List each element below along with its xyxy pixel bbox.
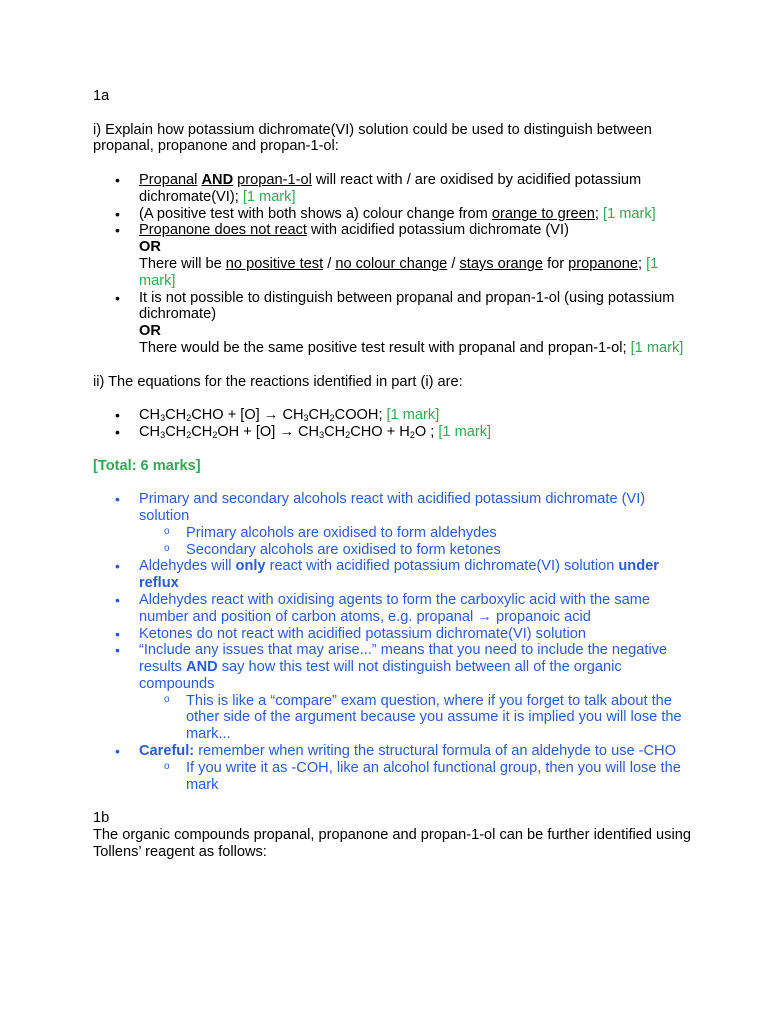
q1b-heading: 1b xyxy=(93,810,110,827)
note-2: • Aldehydes will only react with acidified potassium dichromate(VI) solution under reflux xyxy=(93,558,693,592)
note-1b: o Secondary alcohols are oxidised to form ketones xyxy=(93,542,693,559)
equation-2: • $CH_3CH_2CH_2OH + [O] \to CH_3CH_2CHO + H_2O$ ; [1 mark] xyxy=(93,424,693,441)
mark-label: [1 mark] xyxy=(242,188,296,205)
part-ii-prompt: ii) The equations for the reactions identified in part (i) are: xyxy=(93,373,463,390)
mark-label: [1 mark] xyxy=(603,205,656,222)
total-marks: [Total: 6 marks] xyxy=(93,457,201,474)
answer-point-2: • (A positive test with both shows a) colour change from orange to green; [1 mark] xyxy=(93,206,693,223)
q1b-text: The organic compounds propanal, propanone and propan-1-ol can be further identified using Tollens’ reagent as follows: xyxy=(93,827,691,860)
answer-point-3: • Propanone does not react with acidified potassium dichromate (VI) OR There will be no positive test / no colour change / stays orange for propanone; [1 mark] xyxy=(93,222,693,289)
equation-list xyxy=(93,407,693,441)
q1a-heading: 1a xyxy=(93,88,110,104)
part-i-prompt: i) Explain how potassium dichromate(VI) solution could be used to distinguish between propanal, propanone and propan-1-ol: xyxy=(93,121,652,155)
note-6: • Careful: remember when writing the structural formula of an aldehyde to use -CHO xyxy=(93,743,693,760)
note-1: • Primary and secondary alcohols react with acidified potassium dichromate (VI) solution xyxy=(93,491,693,525)
note-4: • Ketones do not react with acidified potassium dichromate(VI) solution xyxy=(93,626,693,643)
answer-point-1: • Propanal AND propan-1-ol will react with / are oxidised by acidified potassium dichromate(VI); [1 mark] xyxy=(93,172,693,206)
document-page xyxy=(93,88,693,861)
mark-label: [1 mark] xyxy=(139,255,659,289)
examiner-notes xyxy=(93,491,693,793)
note-6a: o If you write it as -COH, like an alcohol functional group, then you will lose the mark xyxy=(93,760,693,794)
mark-label: [1 mark] xyxy=(386,407,440,424)
mark-label: [1 mark] xyxy=(438,423,492,440)
note-5a: o This is like a “compare” exam question, where if you forget to talk about the other side of the argument because you assume it is implied you will lose the mark... xyxy=(93,693,693,743)
answer-point-4: • It is not possible to distinguish between propanal and propan-1-ol (using potassium dichromate) OR There would be the same positive test result with propanal and propan-1-ol; [1 mark] xyxy=(93,290,693,357)
mark-label: [1 mark] xyxy=(630,339,684,356)
note-3: • Aldehydes react with oxidising agents to form the carboxylic acid with the same number and position of carbon atoms, e.g. propanal → propanoic acid xyxy=(93,592,693,626)
note-1a: o Primary alcohols are oxidised to form aldehydes xyxy=(93,525,693,542)
equation-1: • $CH_3CH_2CHO + [O]$ → $CH_3CH_2COOH$; [1 mark] xyxy=(93,407,693,424)
answer-list xyxy=(93,172,693,357)
note-5: • “Include any issues that may arise...” means that you need to include the negative results AND say how this test will not distinguish between all of the organic compounds xyxy=(93,642,693,692)
